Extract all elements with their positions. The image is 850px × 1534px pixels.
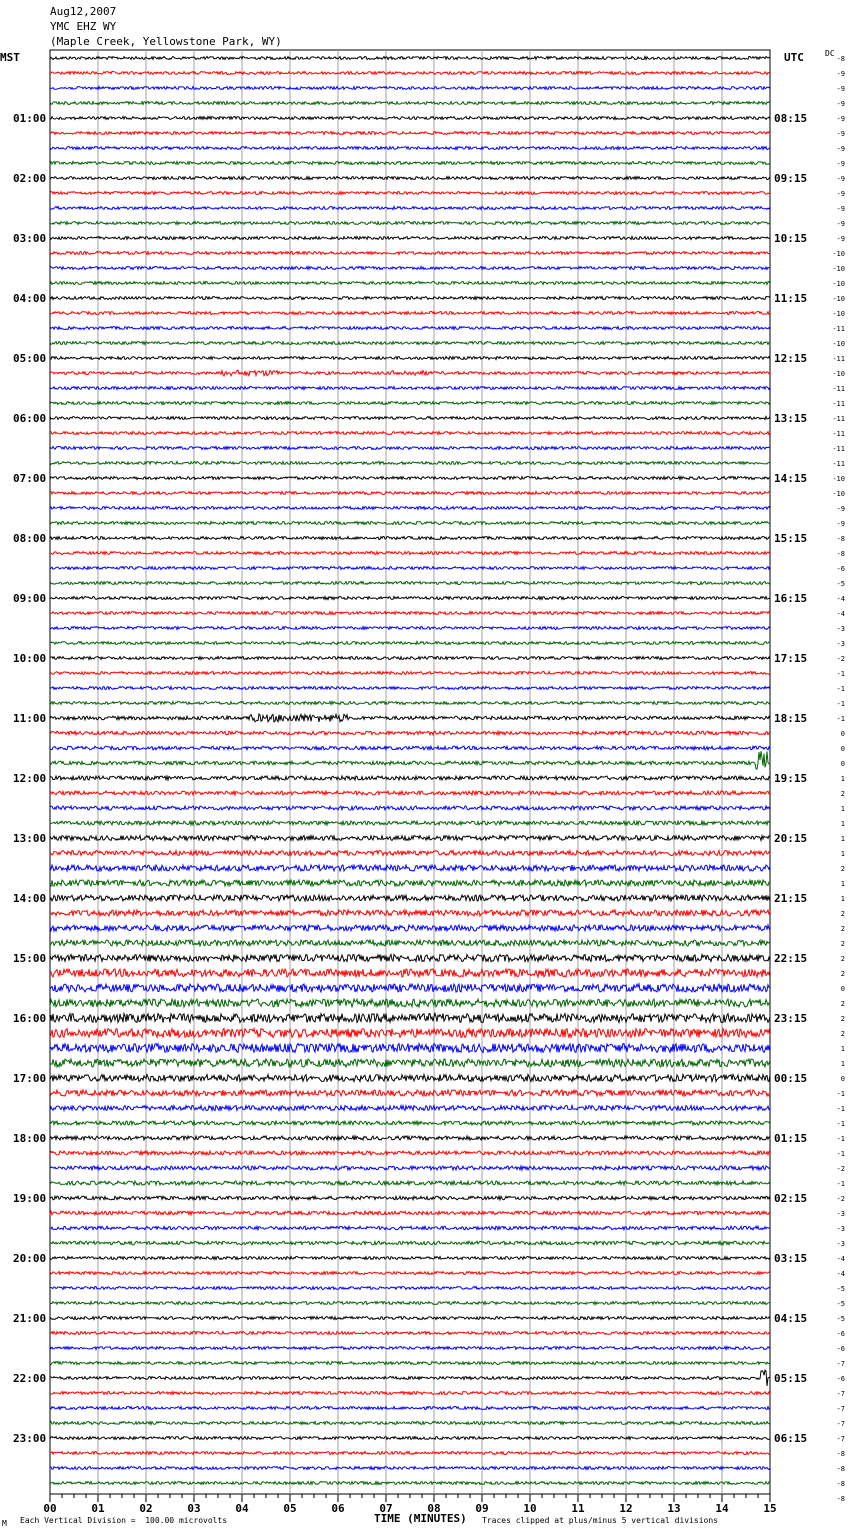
trace-row-48 bbox=[50, 776, 770, 780]
trace-row-42 bbox=[50, 687, 770, 690]
trace-row-80 bbox=[50, 1257, 770, 1260]
dc-offset-value: 2 bbox=[840, 925, 845, 933]
trace-row-52 bbox=[50, 836, 770, 841]
trace-row-66 bbox=[50, 1044, 770, 1053]
dc-offset-value: 1 bbox=[840, 880, 845, 888]
trace-row-5 bbox=[50, 132, 770, 135]
trace-row-36 bbox=[50, 597, 770, 600]
dc-offset-value: -7 bbox=[836, 1420, 845, 1428]
left-timezone-label: MST bbox=[0, 51, 20, 64]
x-tick-label: 01 bbox=[91, 1502, 105, 1515]
left-hour-label: 08:00 bbox=[13, 532, 47, 545]
trace-row-77 bbox=[50, 1211, 770, 1215]
trace-row-50 bbox=[50, 806, 770, 810]
dc-offset-value: -8 bbox=[836, 1495, 845, 1503]
trace-row-85 bbox=[50, 1332, 770, 1335]
trace-row-76 bbox=[50, 1196, 770, 1200]
dc-offset-value: -10 bbox=[832, 310, 845, 318]
trace-row-74 bbox=[50, 1166, 770, 1170]
trace-row-10 bbox=[50, 207, 770, 210]
dc-offset-value: 0 bbox=[840, 985, 845, 993]
dc-offset-value: -6 bbox=[836, 1375, 845, 1383]
dc-offset-value: -10 bbox=[832, 250, 845, 258]
trace-row-62 bbox=[50, 984, 770, 992]
trace-row-57 bbox=[50, 910, 770, 916]
trace-row-56 bbox=[50, 895, 770, 901]
x-tick-label: 02 bbox=[139, 1502, 153, 1515]
x-tick-label: 06 bbox=[331, 1502, 345, 1515]
trace-row-28 bbox=[50, 477, 770, 480]
dc-offset-value: -9 bbox=[836, 100, 845, 108]
trace-row-63 bbox=[50, 999, 770, 1007]
trace-row-70 bbox=[50, 1106, 770, 1111]
dc-offset-value: 1 bbox=[840, 895, 845, 903]
trace-row-54 bbox=[50, 865, 770, 871]
dc-offset-value: -1 bbox=[836, 1105, 845, 1113]
dc-offset-value: -10 bbox=[832, 265, 845, 273]
trace-row-20 bbox=[50, 357, 770, 360]
trace-row-79 bbox=[50, 1241, 770, 1245]
dc-offset-value: -1 bbox=[836, 1180, 845, 1188]
dc-offset-value: -9 bbox=[836, 205, 845, 213]
trace-row-14 bbox=[50, 267, 770, 270]
trace-row-26 bbox=[50, 447, 770, 450]
right-hour-label: 15:15 bbox=[774, 532, 808, 545]
dc-offset-value: 0 bbox=[840, 730, 845, 738]
trace-row-81 bbox=[50, 1272, 770, 1275]
dc-offset-value: -10 bbox=[832, 490, 845, 498]
trace-row-1 bbox=[50, 72, 770, 75]
dc-offset-value: -8 bbox=[836, 1480, 845, 1488]
plot-frame bbox=[50, 50, 770, 1494]
dc-offset-value: 1 bbox=[840, 805, 845, 813]
dc-offset-value: -3 bbox=[836, 640, 845, 648]
trace-row-12 bbox=[50, 237, 770, 240]
left-hour-label: 01:00 bbox=[13, 112, 47, 125]
right-hour-label: 03:15 bbox=[774, 1252, 808, 1265]
x-tick-label: 05 bbox=[283, 1502, 297, 1515]
trace-row-59 bbox=[50, 940, 770, 946]
trace-row-60 bbox=[50, 955, 770, 962]
chart-date: Aug12,2007 bbox=[50, 5, 117, 18]
dc-offset-value: 0 bbox=[840, 745, 845, 753]
dc-offset-value: -9 bbox=[836, 130, 845, 138]
dc-offset-value: -9 bbox=[836, 520, 845, 528]
x-tick-label: 13 bbox=[667, 1502, 681, 1515]
dc-offset-value: 0 bbox=[840, 1075, 845, 1083]
left-hour-label: 06:00 bbox=[13, 412, 47, 425]
dc-offset-value: 1 bbox=[840, 820, 845, 828]
left-hour-label: 13:00 bbox=[13, 832, 47, 845]
right-hour-label: 10:15 bbox=[774, 232, 808, 245]
dc-offset-value: -1 bbox=[836, 1135, 845, 1143]
trace-row-35 bbox=[50, 582, 770, 585]
trace-row-86 bbox=[50, 1347, 770, 1350]
trace-row-39 bbox=[50, 642, 770, 645]
trace-row-94 bbox=[50, 1467, 770, 1470]
dc-offset-value: -1 bbox=[836, 685, 845, 693]
trace-row-78 bbox=[50, 1226, 770, 1230]
x-tick-label: 14 bbox=[715, 1502, 729, 1515]
left-hour-label: 11:00 bbox=[13, 712, 47, 725]
trace-row-84 bbox=[50, 1317, 770, 1320]
trace-row-2 bbox=[50, 87, 770, 90]
dc-offset-value: 2 bbox=[840, 1030, 845, 1038]
x-tick-label: 07 bbox=[379, 1502, 393, 1515]
dc-offset-value: -10 bbox=[832, 370, 845, 378]
dc-offset-value: -10 bbox=[832, 340, 845, 348]
trace-row-15 bbox=[50, 282, 770, 285]
x-tick-label: 11 bbox=[571, 1502, 585, 1515]
dc-offset-value: 1 bbox=[840, 850, 845, 858]
dc-offset-value: -8 bbox=[836, 535, 845, 543]
right-hour-label: 05:15 bbox=[774, 1372, 808, 1385]
trace-row-47 bbox=[50, 751, 770, 769]
trace-row-11 bbox=[50, 222, 770, 225]
left-hour-label: 10:00 bbox=[13, 652, 47, 665]
x-axis-title: TIME (MINUTES) bbox=[374, 1512, 467, 1525]
trace-row-71 bbox=[50, 1121, 770, 1125]
trace-row-29 bbox=[50, 492, 770, 495]
trace-row-13 bbox=[50, 252, 770, 255]
dc-offset-value: 2 bbox=[840, 940, 845, 948]
dc-offset-value: -3 bbox=[836, 1225, 845, 1233]
trace-row-6 bbox=[50, 147, 770, 150]
dc-offset-value: -8 bbox=[836, 1465, 845, 1473]
trace-row-51 bbox=[50, 821, 770, 825]
right-timezone-label: UTC bbox=[784, 51, 804, 64]
dc-offset-value: -1 bbox=[836, 1090, 845, 1098]
trace-row-4 bbox=[50, 117, 770, 120]
left-hour-label: 05:00 bbox=[13, 352, 47, 365]
left-hour-label: 17:00 bbox=[13, 1072, 47, 1085]
trace-row-37 bbox=[50, 612, 770, 615]
trace-row-41 bbox=[50, 672, 770, 675]
dc-offset-value: -4 bbox=[836, 610, 845, 618]
left-hour-label: 19:00 bbox=[13, 1192, 47, 1205]
footer-mark: M bbox=[2, 1519, 7, 1528]
dc-offset-value: 0 bbox=[840, 760, 845, 768]
dc-offset-value: -9 bbox=[836, 175, 845, 183]
right-hour-label: 06:15 bbox=[774, 1432, 808, 1445]
left-hour-label: 12:00 bbox=[13, 772, 47, 785]
right-hour-label: 16:15 bbox=[774, 592, 808, 605]
left-hour-label: 22:00 bbox=[13, 1372, 47, 1385]
dc-offset-value: -7 bbox=[836, 1390, 845, 1398]
trace-row-21 bbox=[50, 370, 770, 376]
trace-row-83 bbox=[50, 1302, 770, 1305]
trace-row-91 bbox=[50, 1422, 770, 1425]
dc-offset-value: 2 bbox=[840, 970, 845, 978]
dc-offset-value: -1 bbox=[836, 700, 845, 708]
dc-offset-value: 2 bbox=[840, 1000, 845, 1008]
trace-row-22 bbox=[50, 387, 770, 390]
dc-offset-value: 1 bbox=[840, 775, 845, 783]
trace-row-23 bbox=[50, 402, 770, 405]
left-hour-label: 14:00 bbox=[13, 892, 47, 905]
dc-offset-value: -4 bbox=[836, 595, 845, 603]
left-hour-label: 04:00 bbox=[13, 292, 47, 305]
dc-offset-value: -11 bbox=[832, 415, 845, 423]
trace-row-95 bbox=[50, 1482, 770, 1485]
x-tick-label: 00 bbox=[43, 1502, 57, 1515]
dc-offset-value: -9 bbox=[836, 235, 845, 243]
left-hour-label: 23:00 bbox=[13, 1432, 47, 1445]
trace-row-17 bbox=[50, 312, 770, 315]
dc-offset-value: -11 bbox=[832, 460, 845, 468]
x-tick-label: 09 bbox=[475, 1502, 489, 1515]
dc-offset-value: -7 bbox=[836, 1405, 845, 1413]
dc-offset-value: -11 bbox=[832, 325, 845, 333]
right-hour-label: 09:15 bbox=[774, 172, 808, 185]
trace-row-87 bbox=[50, 1362, 770, 1365]
right-hour-label: 14:15 bbox=[774, 472, 808, 485]
dc-offset-value: -7 bbox=[836, 1360, 845, 1368]
dc-offset-value: -5 bbox=[836, 580, 845, 588]
dc-offset-value: -5 bbox=[836, 1300, 845, 1308]
trace-row-64 bbox=[50, 1014, 770, 1023]
trace-row-18 bbox=[50, 327, 770, 330]
dc-offset-value: 2 bbox=[840, 955, 845, 963]
left-hour-label: 21:00 bbox=[13, 1312, 47, 1325]
right-hour-label: 04:15 bbox=[774, 1312, 808, 1325]
dc-offset-value: -11 bbox=[832, 430, 845, 438]
trace-row-19 bbox=[50, 342, 770, 345]
right-hour-label: 02:15 bbox=[774, 1192, 808, 1205]
left-hour-label: 16:00 bbox=[13, 1012, 47, 1025]
dc-offset-value: -5 bbox=[836, 1285, 845, 1293]
trace-row-34 bbox=[50, 567, 770, 570]
right-hour-label: 13:15 bbox=[774, 412, 808, 425]
trace-row-61 bbox=[50, 969, 770, 977]
right-hour-label: 12:15 bbox=[774, 352, 808, 365]
trace-row-69 bbox=[50, 1090, 770, 1096]
dc-offset-value: 1 bbox=[840, 1045, 845, 1053]
trace-row-32 bbox=[50, 537, 770, 540]
left-hour-label: 18:00 bbox=[13, 1132, 47, 1145]
dc-offset-value: -4 bbox=[836, 1270, 845, 1278]
dc-offset-value: -10 bbox=[832, 280, 845, 288]
right-hour-label: 08:15 bbox=[774, 112, 808, 125]
dc-offset-value: -1 bbox=[836, 1120, 845, 1128]
dc-offset-value: -10 bbox=[832, 295, 845, 303]
trace-row-16 bbox=[50, 297, 770, 300]
left-hour-label: 02:00 bbox=[13, 172, 47, 185]
trace-row-43 bbox=[50, 702, 770, 705]
trace-row-93 bbox=[50, 1452, 770, 1455]
trace-row-44 bbox=[50, 714, 770, 722]
x-tick-label: 15 bbox=[763, 1502, 777, 1515]
dc-offset-value: -6 bbox=[836, 565, 845, 573]
station-location: (Maple Creek, Yellowstone Park, WY) bbox=[50, 35, 282, 48]
dc-offset-value: -9 bbox=[836, 220, 845, 228]
scale-note: Each Vertical Division = 100.00 microvolts bbox=[20, 1516, 228, 1525]
trace-row-0 bbox=[50, 57, 770, 60]
right-hour-label: 01:15 bbox=[774, 1132, 808, 1145]
dc-offset-value: -8 bbox=[836, 550, 845, 558]
trace-row-53 bbox=[50, 851, 770, 856]
trace-row-68 bbox=[50, 1075, 770, 1082]
trace-row-31 bbox=[50, 522, 770, 525]
left-hour-label: 15:00 bbox=[13, 952, 47, 965]
trace-row-8 bbox=[50, 177, 770, 180]
x-tick-label: 12 bbox=[619, 1502, 633, 1515]
trace-row-65 bbox=[50, 1029, 770, 1038]
dc-offset-value: -2 bbox=[836, 1195, 845, 1203]
dc-offset-value: -9 bbox=[836, 85, 845, 93]
dc-offset-value: -9 bbox=[836, 505, 845, 513]
trace-row-46 bbox=[50, 746, 770, 750]
trace-row-30 bbox=[50, 507, 770, 510]
dc-offset-value: -8 bbox=[836, 1450, 845, 1458]
trace-row-88 bbox=[50, 1370, 770, 1386]
dc-offset-value: -11 bbox=[832, 355, 845, 363]
trace-row-58 bbox=[50, 925, 770, 931]
right-hour-label: 19:15 bbox=[774, 772, 808, 785]
dc-offset-value: 2 bbox=[840, 790, 845, 798]
trace-row-82 bbox=[50, 1287, 770, 1290]
right-hour-label: 00:15 bbox=[774, 1072, 808, 1085]
dc-offset-value: -9 bbox=[836, 115, 845, 123]
right-hour-label: 18:15 bbox=[774, 712, 808, 725]
right-hour-label: 11:15 bbox=[774, 292, 808, 305]
trace-row-27 bbox=[50, 462, 770, 465]
trace-row-72 bbox=[50, 1136, 770, 1140]
dc-offset-value: -5 bbox=[836, 1315, 845, 1323]
trace-row-33 bbox=[50, 552, 770, 555]
dc-offset-value: -2 bbox=[836, 655, 845, 663]
x-tick-label: 10 bbox=[523, 1502, 537, 1515]
dc-offset-value: -8 bbox=[836, 55, 845, 63]
dc-offset-value: 1 bbox=[840, 1060, 845, 1068]
dc-offset-value: 1 bbox=[840, 835, 845, 843]
dc-offset-value: -10 bbox=[832, 475, 845, 483]
dc-offset-value: -11 bbox=[832, 385, 845, 393]
dc-offset-value: -9 bbox=[836, 190, 845, 198]
x-tick-label: 08 bbox=[427, 1502, 441, 1515]
trace-row-45 bbox=[50, 731, 770, 735]
dc-offset-value: -11 bbox=[832, 445, 845, 453]
dc-offset-value: 2 bbox=[840, 1015, 845, 1023]
trace-row-49 bbox=[50, 791, 770, 795]
dc-offset-value: -2 bbox=[836, 1165, 845, 1173]
trace-row-92 bbox=[50, 1437, 770, 1440]
left-hour-label: 20:00 bbox=[13, 1252, 47, 1265]
left-hour-label: 09:00 bbox=[13, 592, 47, 605]
dc-offset-value: -1 bbox=[836, 670, 845, 678]
dc-offset-value: 2 bbox=[840, 865, 845, 873]
dc-offset-value: -3 bbox=[836, 1240, 845, 1248]
trace-row-25 bbox=[50, 432, 770, 435]
trace-row-73 bbox=[50, 1151, 770, 1155]
right-hour-label: 23:15 bbox=[774, 1012, 808, 1025]
clip-note: Traces clipped at plus/minus 5 vertical divisions bbox=[482, 1516, 719, 1525]
dc-offset-value: -6 bbox=[836, 1345, 845, 1353]
trace-row-24 bbox=[50, 417, 770, 420]
dc-offset-value: -9 bbox=[836, 145, 845, 153]
left-hour-label: 03:00 bbox=[13, 232, 47, 245]
right-hour-label: 17:15 bbox=[774, 652, 808, 665]
right-hour-label: 22:15 bbox=[774, 952, 808, 965]
x-tick-label: 04 bbox=[235, 1502, 249, 1515]
dc-offset-value: -1 bbox=[836, 1150, 845, 1158]
station-code: YMC EHZ WY bbox=[50, 20, 117, 33]
trace-row-89 bbox=[50, 1392, 770, 1395]
trace-row-38 bbox=[50, 627, 770, 630]
dc-offset-value: -6 bbox=[836, 1330, 845, 1338]
dc-offset-value: -3 bbox=[836, 625, 845, 633]
dc-offset-value: -3 bbox=[836, 1210, 845, 1218]
x-tick-label: 03 bbox=[187, 1502, 201, 1515]
dc-offset-value: 2 bbox=[840, 910, 845, 918]
trace-row-7 bbox=[50, 162, 770, 165]
dc-offset-value: -9 bbox=[836, 70, 845, 78]
right-hour-label: 21:15 bbox=[774, 892, 808, 905]
dc-label: DC bbox=[825, 49, 835, 58]
right-hour-label: 20:15 bbox=[774, 832, 808, 845]
dc-offset-value: -1 bbox=[836, 715, 845, 723]
dc-offset-value: -9 bbox=[836, 160, 845, 168]
trace-row-40 bbox=[50, 657, 770, 660]
dc-offset-value: -7 bbox=[836, 1435, 845, 1443]
trace-row-67 bbox=[50, 1059, 770, 1067]
trace-row-3 bbox=[50, 102, 770, 105]
trace-row-75 bbox=[50, 1181, 770, 1185]
left-hour-label: 07:00 bbox=[13, 472, 47, 485]
trace-row-55 bbox=[50, 880, 770, 886]
trace-row-9 bbox=[50, 192, 770, 195]
dc-offset-value: -11 bbox=[832, 400, 845, 408]
dc-offset-value: -4 bbox=[836, 1255, 845, 1263]
trace-row-90 bbox=[50, 1407, 770, 1410]
